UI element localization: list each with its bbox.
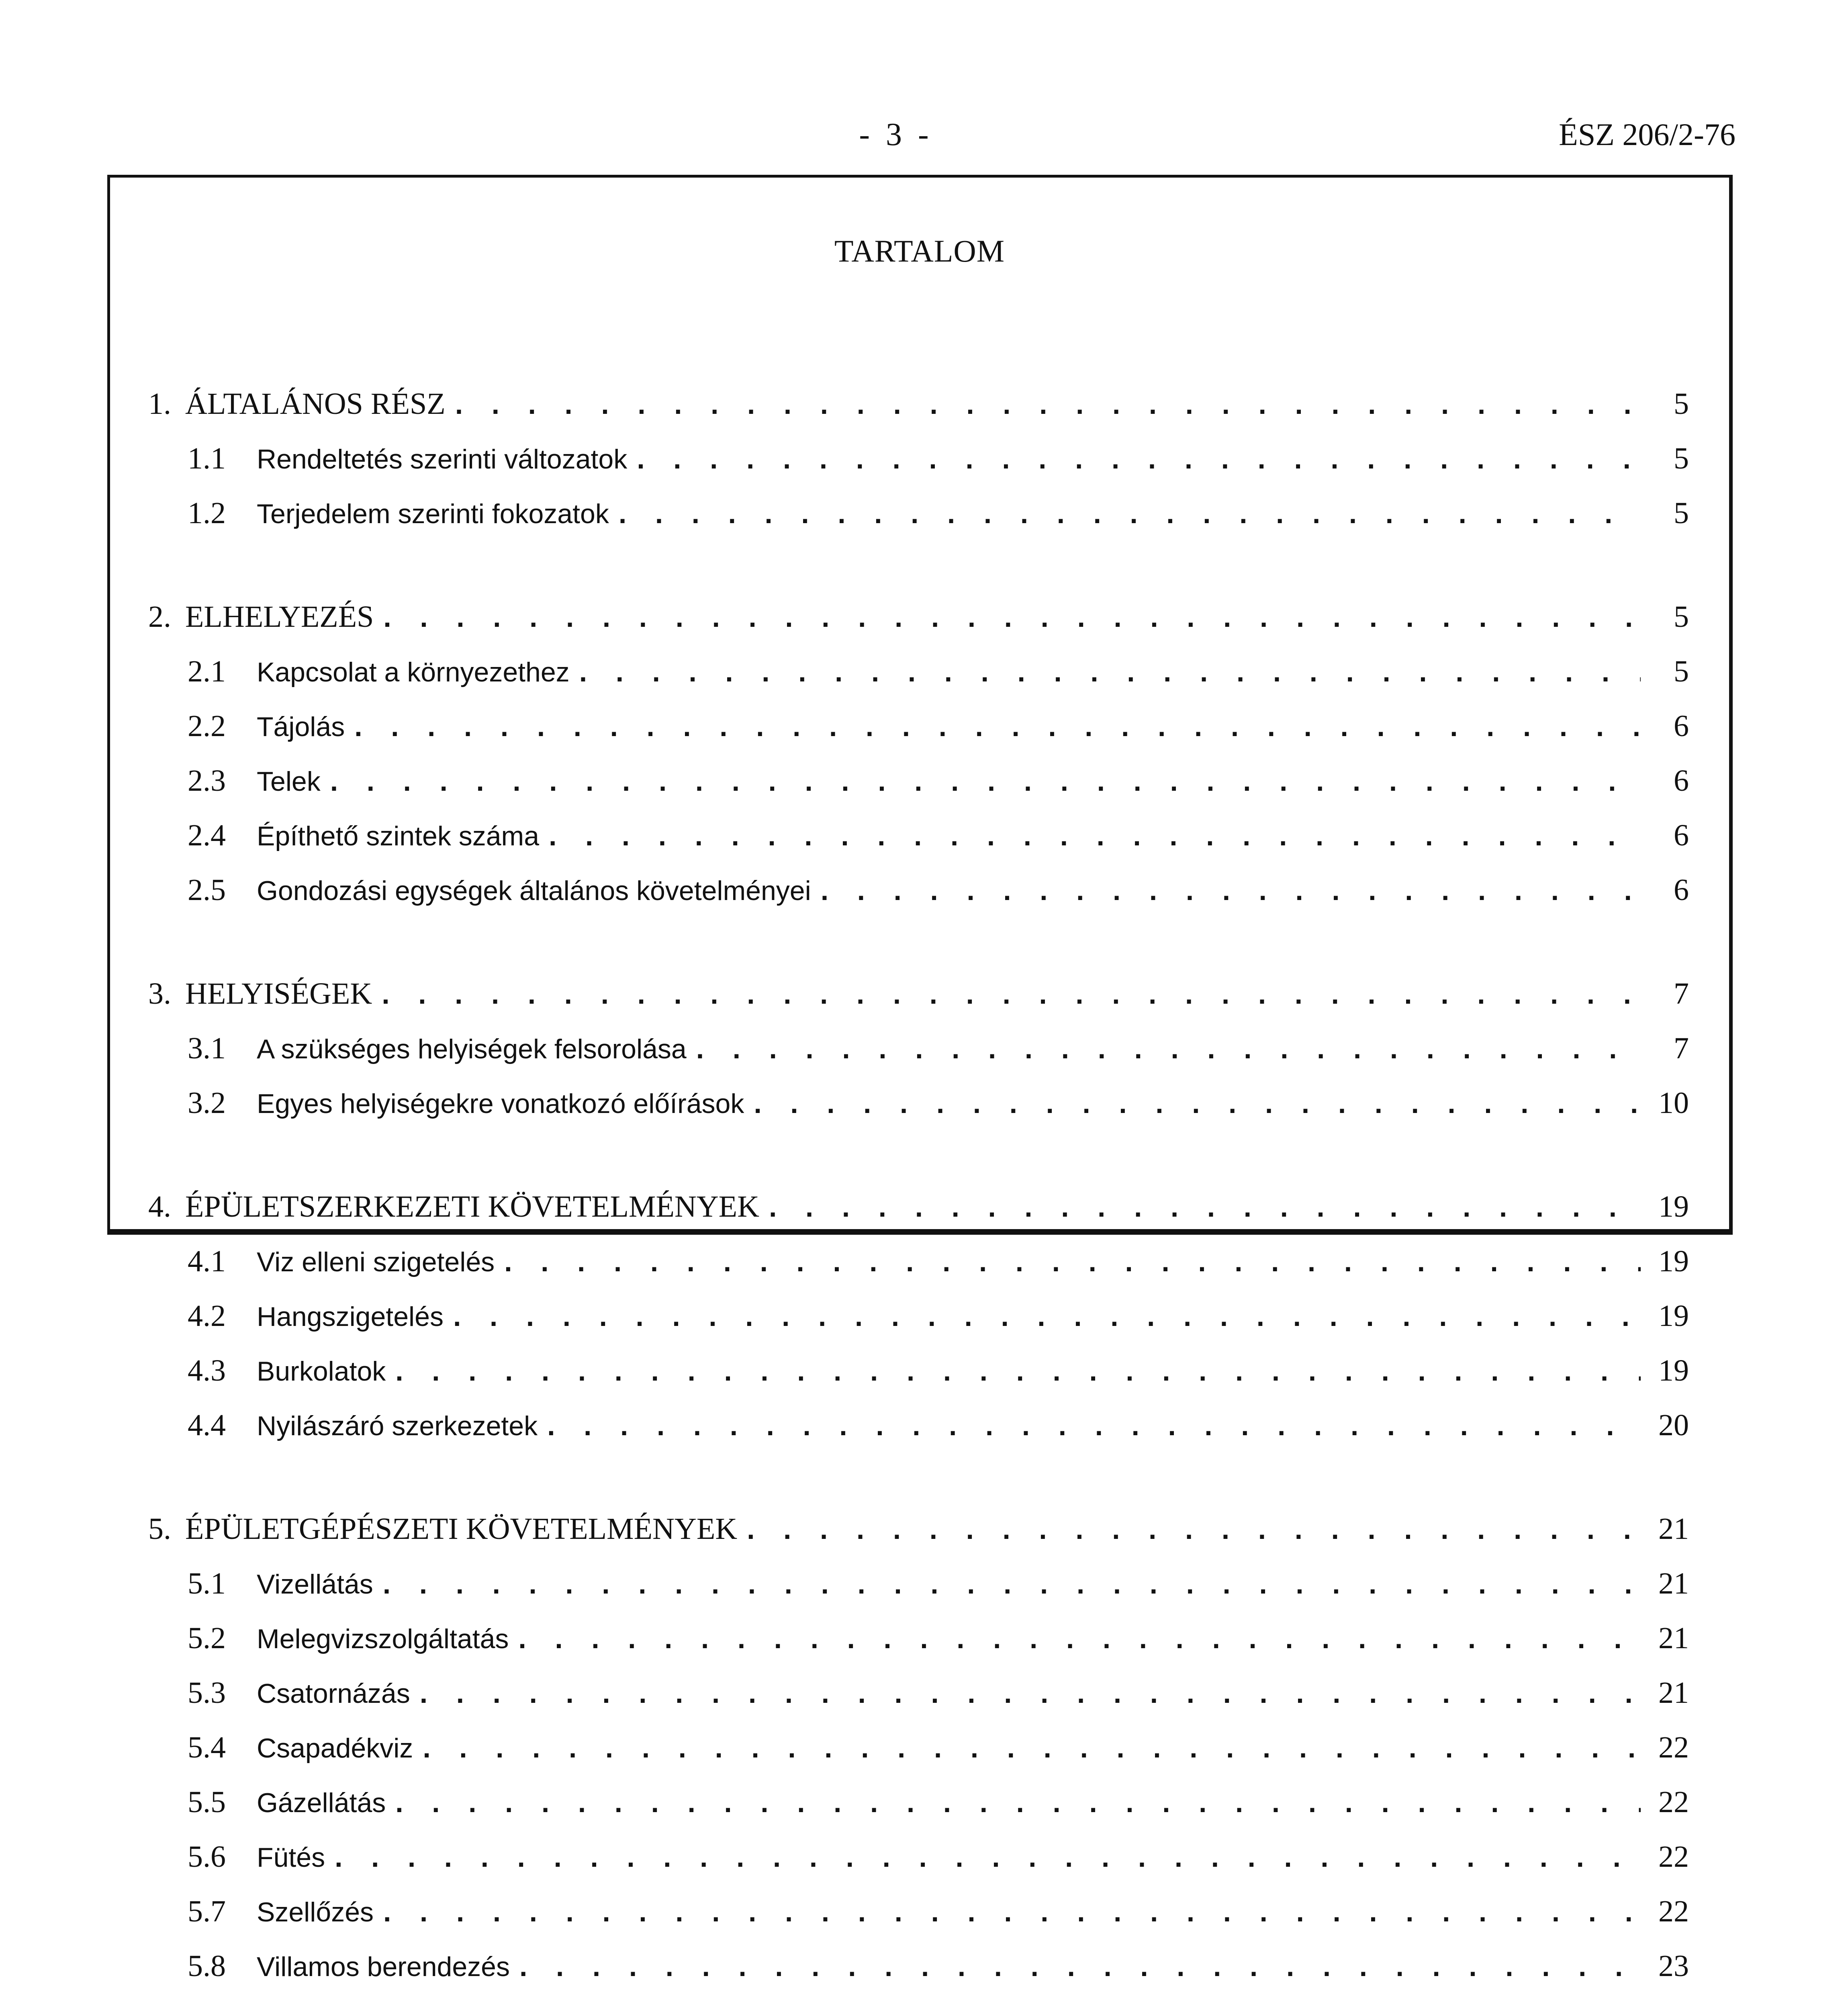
- dot-leader: [619, 497, 1641, 530]
- dot-leader: [382, 978, 1641, 1010]
- entry-number: 1.2: [188, 496, 226, 530]
- entry-label: Egyes helyiségekre vonatkozó előírások: [257, 1088, 744, 1119]
- toc-subentry[interactable]: [148, 1299, 1689, 1353]
- entry-number: 3.1: [188, 1031, 226, 1065]
- entry-label: Hangszigetelés: [257, 1301, 444, 1332]
- entry-number: 4.4: [188, 1408, 226, 1442]
- dot-leader: [747, 1513, 1641, 1545]
- entry-page: 19: [1658, 1299, 1689, 1333]
- toc-entry[interactable]: [148, 387, 1689, 441]
- entry-page: 5: [1674, 442, 1689, 475]
- entry-label: Gondozási egységek általános követelményei: [257, 876, 811, 906]
- dot-leader: [519, 1950, 1641, 1982]
- entry-label: ELHELYEZÉS: [185, 600, 374, 634]
- dot-leader: [383, 1896, 1641, 1928]
- toc-subentry[interactable]: [148, 1894, 1689, 1949]
- entry-label: Viz elleni szigetelés: [257, 1247, 495, 1277]
- entry-label: Nyilászáró szerkezetek: [257, 1411, 538, 1441]
- table-of-contents: [148, 387, 1689, 2009]
- entry-label: Villamos berendezés: [257, 1952, 510, 1982]
- entry-label: Terjedelem szerinti fokozatok: [257, 499, 609, 529]
- entry-number: 4.2: [188, 1299, 226, 1333]
- toc-title: TARTALOM: [834, 233, 1005, 268]
- toc-subentry[interactable]: [148, 1676, 1689, 1730]
- entry-number: 3.2: [188, 1086, 226, 1120]
- entry-page: 5: [1674, 496, 1689, 530]
- dot-leader: [518, 1622, 1641, 1655]
- toc-subentry[interactable]: [148, 818, 1689, 873]
- dot-leader: [395, 1786, 1641, 1819]
- entry-page: 19: [1658, 1354, 1689, 1387]
- entry-label: Csapadékviz: [257, 1733, 413, 1764]
- toc-subentry[interactable]: [148, 709, 1689, 763]
- entry-number: 5.1: [188, 1567, 226, 1600]
- entry-page: 22: [1658, 1731, 1689, 1764]
- toc-subentry[interactable]: [148, 1353, 1689, 1408]
- entry-number: 5.7: [188, 1894, 226, 1928]
- entry-number: 5.6: [188, 1840, 226, 1874]
- entry-page: 22: [1658, 1785, 1689, 1819]
- toc-subentry[interactable]: [148, 441, 1689, 496]
- toc-subentry[interactable]: [148, 1566, 1689, 1621]
- dot-leader: [395, 1355, 1641, 1387]
- entry-label: A szükséges helyiségek felsorolása: [257, 1034, 687, 1064]
- entry-number: 1.: [148, 387, 171, 421]
- entry-label: ÉPÜLETGÉPÉSZETI KÖVETELMÉNYEK: [185, 1512, 738, 1546]
- toc-section-1: [148, 387, 1689, 550]
- dot-leader: [354, 710, 1641, 743]
- dot-leader: [769, 1191, 1641, 1223]
- dot-leader: [579, 656, 1641, 688]
- entry-number: 5.8: [188, 1949, 226, 1983]
- entry-number: 3.: [148, 977, 171, 1011]
- entry-number: 4.: [148, 1190, 171, 1223]
- entry-label: Vizellátás: [257, 1569, 373, 1600]
- dot-leader: [637, 443, 1641, 475]
- document-code: ÉSZ 206/2-76: [1559, 117, 1736, 152]
- entry-number: 2.: [148, 600, 171, 634]
- entry-number: 2.2: [188, 709, 226, 743]
- entry-page: 19: [1658, 1244, 1689, 1278]
- entry-page: 6: [1674, 873, 1689, 907]
- contents-frame: [107, 175, 1733, 1983]
- dot-leader: [504, 1246, 1641, 1278]
- entry-page: 21: [1658, 1676, 1689, 1710]
- entry-label: Burkolatok: [257, 1356, 386, 1387]
- entry-number: 5.: [148, 1512, 171, 1546]
- entry-label: ÁLTALÁNOS RÉSZ: [185, 387, 446, 421]
- entry-page: 22: [1658, 1840, 1689, 1874]
- toc-entry[interactable]: [148, 976, 1689, 1031]
- entry-page: 5: [1674, 655, 1689, 688]
- entry-label: ÉPÜLETSZERKEZETI KÖVETELMÉNYEK: [185, 1190, 759, 1223]
- toc-subentry[interactable]: [148, 1839, 1689, 1894]
- entry-number: 5.4: [188, 1731, 226, 1764]
- entry-number: 5.2: [188, 1621, 226, 1655]
- toc-subentry[interactable]: [148, 1785, 1689, 1839]
- entry-number: 5.3: [188, 1676, 226, 1710]
- entry-page: 21: [1658, 1567, 1689, 1600]
- toc-section-5: [148, 1512, 1689, 2003]
- entry-number: 2.5: [188, 873, 226, 907]
- dot-leader: [549, 820, 1641, 852]
- entry-label: Kapcsolat a környezethez: [257, 657, 570, 687]
- entry-number: 2.3: [188, 764, 226, 798]
- entry-page: 23: [1658, 1949, 1689, 1983]
- entry-page: 7: [1674, 1031, 1689, 1065]
- toc-subentry[interactable]: [148, 496, 1689, 550]
- dot-leader: [335, 1841, 1641, 1873]
- toc-entry[interactable]: [148, 1189, 1689, 1244]
- toc-subentry[interactable]: [148, 1949, 1689, 2003]
- dot-leader: [547, 1410, 1641, 1442]
- dot-leader: [696, 1033, 1641, 1065]
- entry-label: Gázellátás: [257, 1788, 386, 1818]
- entry-label: Melegvizszolgáltatás: [257, 1624, 509, 1654]
- toc-subentry[interactable]: [148, 763, 1689, 818]
- toc-entry[interactable]: [148, 599, 1689, 654]
- entry-label: Tájolás: [257, 712, 345, 742]
- entry-label: Fütés: [257, 1842, 325, 1873]
- toc-section-2: [148, 599, 1689, 927]
- entry-page: 22: [1658, 1894, 1689, 1928]
- entry-page: 10: [1658, 1086, 1689, 1120]
- entry-page: 5: [1674, 387, 1689, 421]
- toc-subentry[interactable]: [148, 1244, 1689, 1299]
- entry-number: 4.3: [188, 1354, 226, 1387]
- dot-leader: [423, 1732, 1641, 1764]
- entry-number: 2.4: [188, 818, 226, 852]
- entry-label: HELYISÉGEK: [185, 977, 372, 1011]
- entry-number: 1.1: [188, 442, 226, 475]
- entry-page: 7: [1674, 977, 1689, 1011]
- toc-subentry[interactable]: [148, 1031, 1689, 1086]
- entry-page: 6: [1674, 709, 1689, 743]
- dot-leader: [383, 1568, 1641, 1600]
- dot-leader: [821, 874, 1641, 906]
- entry-page: 19: [1658, 1190, 1689, 1223]
- entry-label: Csatornázás: [257, 1678, 410, 1709]
- toc-section-3: [148, 976, 1689, 1140]
- entry-label: Telek: [257, 766, 321, 797]
- dot-leader: [453, 1300, 1641, 1332]
- entry-label: Rendeltetés szerinti változatok: [257, 444, 628, 475]
- toc-subentry[interactable]: [148, 1086, 1689, 1140]
- dot-leader: [330, 765, 1641, 797]
- dot-leader: [383, 601, 1641, 633]
- page-number: - 3 -: [859, 117, 933, 152]
- toc-subentry[interactable]: [148, 873, 1689, 927]
- entry-label: Építhető szintek száma: [257, 821, 540, 851]
- entry-label: Szellőzés: [257, 1897, 374, 1927]
- entry-page: 6: [1674, 818, 1689, 852]
- entry-page: 6: [1674, 764, 1689, 798]
- entry-number: 2.1: [188, 655, 226, 688]
- entry-page: 5: [1674, 600, 1689, 634]
- toc-section-4: [148, 1189, 1689, 1463]
- entry-page: 21: [1658, 1621, 1689, 1655]
- dot-leader: [455, 388, 1641, 420]
- entry-number: 5.5: [188, 1785, 226, 1819]
- toc-subentry[interactable]: [148, 654, 1689, 709]
- entry-page: 20: [1658, 1408, 1689, 1442]
- dot-leader: [754, 1087, 1641, 1119]
- toc-subentry[interactable]: [148, 1621, 1689, 1676]
- entry-number: 4.1: [188, 1244, 226, 1278]
- dot-leader: [420, 1677, 1641, 1709]
- entry-page: 21: [1658, 1512, 1689, 1546]
- toc-subentry[interactable]: [148, 1408, 1689, 1463]
- toc-entry[interactable]: [148, 1512, 1689, 1566]
- toc-subentry[interactable]: [148, 1730, 1689, 1785]
